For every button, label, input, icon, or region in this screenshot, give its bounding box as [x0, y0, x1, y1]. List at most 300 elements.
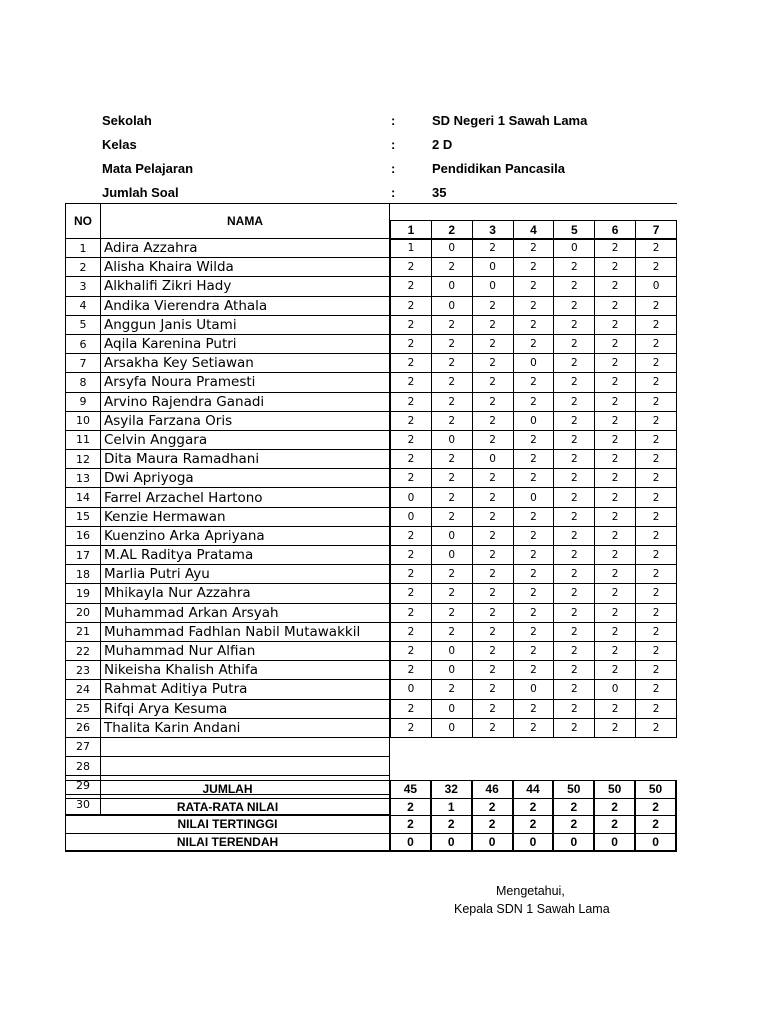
score-cell: 2 — [472, 680, 513, 699]
student-name: Rifqi Arya Kesuma — [101, 699, 390, 718]
score-cell: 2 — [513, 718, 554, 737]
score-cell: 2 — [636, 699, 677, 718]
row-number: 21 — [66, 622, 101, 641]
summary-value: 46 — [472, 781, 513, 799]
header-colon: : — [391, 113, 396, 128]
table-row — [66, 603, 390, 622]
score-row — [391, 526, 677, 545]
score-cell: 2 — [595, 258, 636, 277]
score-cell: 0 — [431, 661, 472, 680]
score-cell: 2 — [595, 411, 636, 430]
header-value-sekolah: SD Negeri 1 Sawah Lama — [432, 113, 588, 128]
row-number: 27 — [66, 737, 101, 756]
row-number: 14 — [66, 488, 101, 507]
student-name: Rahmat Aditiya Putra — [101, 680, 390, 699]
summary-label: NILAI TERENDAH — [66, 833, 391, 851]
header-value-jumlah-soal: 35 — [432, 185, 447, 200]
score-cell: 2 — [431, 469, 472, 488]
student-name: Andika Vierendra Athala — [101, 296, 390, 315]
score-row — [391, 699, 677, 718]
student-table — [65, 238, 390, 815]
score-cell: 2 — [513, 373, 554, 392]
score-cell: 0 — [431, 546, 472, 565]
score-cell: 2 — [636, 718, 677, 737]
table-row — [66, 334, 390, 353]
row-number: 6 — [66, 334, 101, 353]
score-cell: 0 — [513, 680, 554, 699]
score-cell: 2 — [431, 680, 472, 699]
score-row — [391, 258, 677, 277]
score-cell: 2 — [391, 641, 432, 660]
student-name: Asyila Farzana Oris — [101, 411, 390, 430]
score-row — [391, 584, 677, 603]
table-row — [66, 315, 390, 334]
table-row — [66, 622, 390, 641]
score-cell: 2 — [472, 315, 513, 334]
score-cell: 2 — [636, 488, 677, 507]
score-cell: 2 — [554, 277, 595, 296]
score-cell: 2 — [595, 661, 636, 680]
score-cell: 2 — [636, 354, 677, 373]
student-name: Dita Maura Ramadhani — [101, 450, 390, 469]
table-row — [66, 354, 390, 373]
score-cell: 2 — [595, 450, 636, 469]
student-name: Arsakha Key Setiawan — [101, 354, 390, 373]
student-name: Aqila Karenina Putri — [101, 334, 390, 353]
score-cell: 2 — [513, 334, 554, 353]
row-number: 12 — [66, 450, 101, 469]
score-cell: 2 — [595, 546, 636, 565]
table-row — [66, 680, 390, 699]
summary-value: 0 — [553, 833, 594, 851]
row-number: 10 — [66, 411, 101, 430]
score-cell: 2 — [391, 565, 432, 584]
table-row — [66, 757, 390, 776]
score-cell: 2 — [554, 546, 595, 565]
summary-row — [66, 798, 677, 816]
score-cell: 2 — [472, 430, 513, 449]
student-name: Alkhalifi Zikri Hady — [101, 277, 390, 296]
score-cell: 2 — [554, 680, 595, 699]
score-row — [391, 430, 677, 449]
score-cell: 2 — [554, 315, 595, 334]
table-row — [66, 296, 390, 315]
row-number: 11 — [66, 430, 101, 449]
score-cell: 2 — [554, 450, 595, 469]
score-cell: 2 — [554, 641, 595, 660]
summary-row — [66, 781, 677, 799]
score-cell: 2 — [472, 718, 513, 737]
score-cell: 2 — [391, 603, 432, 622]
student-name: Arvino Rajendra Ganadi — [101, 392, 390, 411]
row-number: 9 — [66, 392, 101, 411]
score-cell: 2 — [636, 315, 677, 334]
summary-value: 2 — [431, 816, 472, 834]
score-cell: 2 — [391, 469, 432, 488]
score-row — [391, 373, 677, 392]
score-cell: 2 — [513, 603, 554, 622]
summary-row — [66, 833, 677, 851]
score-cell: 0 — [513, 354, 554, 373]
table-row — [66, 411, 390, 430]
score-cell: 2 — [431, 258, 472, 277]
score-cell: 2 — [431, 411, 472, 430]
row-number: 30 — [66, 795, 101, 814]
score-cell: 2 — [431, 603, 472, 622]
score-row — [391, 603, 677, 622]
row-number: 20 — [66, 603, 101, 622]
summary-value: 2 — [594, 816, 635, 834]
summary-value: 45 — [390, 781, 431, 799]
summary-table — [65, 780, 677, 852]
score-cell: 2 — [391, 315, 432, 334]
score-cell: 2 — [554, 430, 595, 449]
score-cell: 2 — [472, 584, 513, 603]
row-number: 15 — [66, 507, 101, 526]
table-row — [66, 277, 390, 296]
score-cell: 1 — [391, 239, 432, 258]
row-number: 16 — [66, 526, 101, 545]
score-cell: 2 — [554, 392, 595, 411]
row-number: 2 — [66, 258, 101, 277]
score-cell: 2 — [472, 622, 513, 641]
score-cell: 2 — [595, 469, 636, 488]
score-cell: 2 — [554, 699, 595, 718]
header-colon: : — [391, 185, 396, 200]
summary-value: 2 — [594, 798, 635, 816]
score-cell: 2 — [636, 546, 677, 565]
score-cell: 2 — [554, 334, 595, 353]
score-cell: 2 — [636, 641, 677, 660]
score-row — [391, 315, 677, 334]
summary-label: JUMLAH — [66, 781, 391, 799]
score-row — [391, 546, 677, 565]
table-row — [66, 699, 390, 718]
score-cell: 2 — [472, 411, 513, 430]
score-cell: 2 — [391, 546, 432, 565]
signature-acknowledged: Mengetahui, — [496, 884, 565, 898]
score-cell: 2 — [513, 661, 554, 680]
header-colon: : — [391, 137, 396, 152]
score-cell: 2 — [513, 526, 554, 545]
student-name: Muhammad Nur Alfian — [101, 641, 390, 660]
score-cell: 2 — [391, 411, 432, 430]
score-cell: 2 — [636, 296, 677, 315]
summary-value: 0 — [390, 833, 431, 851]
score-cell: 2 — [636, 392, 677, 411]
score-cell: 2 — [391, 373, 432, 392]
score-cell: 2 — [391, 258, 432, 277]
table-row — [66, 718, 390, 737]
score-cell: 2 — [636, 430, 677, 449]
summary-value: 2 — [472, 798, 513, 816]
question-number: 4 — [513, 221, 554, 240]
score-cell: 0 — [431, 526, 472, 545]
score-row — [391, 411, 677, 430]
score-cell: 2 — [636, 411, 677, 430]
score-cell: 2 — [554, 354, 595, 373]
score-cell: 2 — [431, 450, 472, 469]
score-cell: 2 — [431, 373, 472, 392]
table-row — [66, 565, 390, 584]
score-cell: 0 — [391, 507, 432, 526]
score-cell: 2 — [595, 718, 636, 737]
score-cell: 2 — [595, 641, 636, 660]
score-cell: 2 — [554, 296, 595, 315]
score-cell: 2 — [595, 622, 636, 641]
header-value-kelas: 2 D — [432, 137, 453, 152]
score-row — [391, 622, 677, 641]
score-cell: 2 — [636, 239, 677, 258]
score-cell: 2 — [513, 450, 554, 469]
score-cell: 2 — [431, 584, 472, 603]
score-cell: 2 — [595, 277, 636, 296]
score-cell: 2 — [513, 239, 554, 258]
score-cell: 2 — [636, 258, 677, 277]
score-cell: 2 — [554, 507, 595, 526]
row-number: 1 — [66, 239, 101, 258]
signature-title: Kepala SDN 1 Sawah Lama — [454, 902, 610, 916]
score-cell: 2 — [595, 239, 636, 258]
score-cell: 2 — [636, 507, 677, 526]
score-cell: 0 — [595, 680, 636, 699]
student-name: Nikeisha Khalish Athifa — [101, 661, 390, 680]
score-cell: 2 — [391, 334, 432, 353]
score-cell: 2 — [554, 373, 595, 392]
score-cell: 0 — [472, 450, 513, 469]
header-colon: : — [391, 161, 396, 176]
score-cell: 2 — [391, 718, 432, 737]
score-cell: 2 — [595, 315, 636, 334]
score-cell: 2 — [472, 603, 513, 622]
score-cell: 0 — [391, 488, 432, 507]
score-cell: 2 — [513, 296, 554, 315]
score-cell: 2 — [595, 354, 636, 373]
summary-value: 2 — [472, 816, 513, 834]
score-cell: 2 — [636, 584, 677, 603]
score-cell: 2 — [513, 277, 554, 296]
score-cell: 2 — [554, 661, 595, 680]
student-name: Muhammad Fadhlan Nabil Mutawakkil — [101, 622, 390, 641]
row-number: 4 — [66, 296, 101, 315]
score-cell: 2 — [636, 334, 677, 353]
score-cell: 2 — [513, 430, 554, 449]
summary-value: 50 — [594, 781, 635, 799]
score-cell: 0 — [431, 718, 472, 737]
table-row — [66, 258, 390, 277]
score-cell: 2 — [472, 565, 513, 584]
score-cell: 0 — [513, 488, 554, 507]
row-number: 17 — [66, 546, 101, 565]
row-number: 22 — [66, 641, 101, 660]
table-row — [66, 584, 390, 603]
header-value-mata-pelajaran: Pendidikan Pancasila — [432, 161, 565, 176]
score-row — [391, 641, 677, 660]
summary-value: 50 — [553, 781, 594, 799]
score-row — [391, 354, 677, 373]
score-cell: 2 — [391, 526, 432, 545]
score-cell: 2 — [595, 584, 636, 603]
summary-value: 0 — [431, 833, 472, 851]
score-cell: 2 — [595, 430, 636, 449]
column-header-no: NO — [65, 203, 101, 239]
row-number: 3 — [66, 277, 101, 296]
score-cell: 2 — [391, 296, 432, 315]
summary-value: 0 — [635, 833, 676, 851]
score-cell: 2 — [431, 565, 472, 584]
summary-label: NILAI TERTINGGI — [66, 816, 391, 834]
student-name: Farrel Arzachel Hartono — [101, 488, 390, 507]
score-row — [391, 661, 677, 680]
row-number: 7 — [66, 354, 101, 373]
header-label-jumlah-soal: Jumlah Soal — [102, 185, 179, 200]
score-cell: 0 — [431, 277, 472, 296]
score-cell: 0 — [472, 277, 513, 296]
student-name: Thalita Karin Andani — [101, 718, 390, 737]
row-number: 28 — [66, 757, 101, 776]
score-cell: 2 — [554, 526, 595, 545]
score-cell: 2 — [513, 392, 554, 411]
score-cell: 2 — [391, 622, 432, 641]
score-cell: 2 — [595, 565, 636, 584]
table-row — [66, 526, 390, 545]
score-cell: 2 — [472, 488, 513, 507]
summary-value: 32 — [431, 781, 472, 799]
score-cell: 2 — [513, 565, 554, 584]
score-cell: 2 — [391, 277, 432, 296]
score-row — [391, 469, 677, 488]
score-cell: 2 — [636, 373, 677, 392]
question-number: 7 — [636, 221, 677, 240]
student-name: Kenzie Hermawan — [101, 507, 390, 526]
score-cell: 2 — [554, 258, 595, 277]
student-name: Adira Azzahra — [101, 239, 390, 258]
score-row — [391, 392, 677, 411]
score-cell: 2 — [472, 507, 513, 526]
student-name: Marlia Putri Ayu — [101, 565, 390, 584]
score-cell: 2 — [472, 392, 513, 411]
score-cell: 2 — [472, 699, 513, 718]
score-cell: 2 — [513, 584, 554, 603]
student-name: Kuenzino Arka Apriyana — [101, 526, 390, 545]
header-divider — [390, 203, 677, 204]
row-number: 25 — [66, 699, 101, 718]
header-label-mata-pelajaran: Mata Pelajaran — [102, 161, 194, 176]
score-cell: 0 — [431, 296, 472, 315]
summary-value: 0 — [594, 833, 635, 851]
table-row — [66, 737, 390, 756]
score-cell: 0 — [636, 277, 677, 296]
score-cell: 2 — [472, 296, 513, 315]
score-cell: 2 — [554, 411, 595, 430]
summary-value: 2 — [513, 816, 554, 834]
table-row — [66, 661, 390, 680]
row-number: 5 — [66, 315, 101, 334]
score-row — [391, 680, 677, 699]
question-number: 6 — [595, 221, 636, 240]
summary-value: 2 — [513, 798, 554, 816]
row-number: 26 — [66, 718, 101, 737]
score-cell: 2 — [431, 507, 472, 526]
table-row — [66, 469, 390, 488]
table-row — [66, 392, 390, 411]
score-cell: 2 — [513, 641, 554, 660]
score-cell: 2 — [595, 373, 636, 392]
header-label-sekolah: Sekolah — [102, 113, 152, 128]
question-number: 2 — [431, 221, 472, 240]
score-cell: 2 — [472, 354, 513, 373]
score-row — [391, 277, 677, 296]
score-table — [390, 238, 677, 738]
score-row — [391, 334, 677, 353]
score-row — [391, 507, 677, 526]
score-cell: 2 — [636, 469, 677, 488]
score-cell: 2 — [431, 315, 472, 334]
column-header-nama: NAMA — [100, 203, 390, 239]
score-cell: 2 — [554, 584, 595, 603]
summary-value: 44 — [513, 781, 554, 799]
score-cell: 0 — [431, 430, 472, 449]
score-cell: 2 — [595, 334, 636, 353]
summary-row — [66, 816, 677, 834]
score-cell: 2 — [595, 507, 636, 526]
score-cell: 2 — [391, 584, 432, 603]
score-cell: 2 — [595, 603, 636, 622]
score-cell: 2 — [513, 469, 554, 488]
score-row — [391, 296, 677, 315]
score-cell: 0 — [391, 680, 432, 699]
score-cell: 2 — [391, 699, 432, 718]
score-cell: 2 — [636, 622, 677, 641]
row-number: 13 — [66, 469, 101, 488]
score-row — [391, 565, 677, 584]
student-name: Celvin Anggara — [101, 430, 390, 449]
question-number: 3 — [472, 221, 513, 240]
row-number: 18 — [66, 565, 101, 584]
score-cell: 2 — [431, 334, 472, 353]
row-number: 8 — [66, 373, 101, 392]
summary-value: 2 — [390, 798, 431, 816]
student-name — [101, 757, 390, 776]
table-row — [66, 507, 390, 526]
row-number: 29 — [66, 776, 101, 795]
score-cell: 2 — [554, 603, 595, 622]
row-number: 19 — [66, 584, 101, 603]
score-cell: 0 — [472, 258, 513, 277]
row-number: 24 — [66, 680, 101, 699]
score-cell: 2 — [513, 507, 554, 526]
score-cell: 2 — [554, 718, 595, 737]
score-cell: 2 — [431, 354, 472, 373]
score-cell: 2 — [513, 699, 554, 718]
score-row — [391, 488, 677, 507]
score-row — [391, 718, 677, 737]
question-number-row — [390, 220, 677, 240]
score-cell: 0 — [431, 641, 472, 660]
score-cell: 2 — [595, 296, 636, 315]
student-name: Muhammad Arkan Arsyah — [101, 603, 390, 622]
score-cell: 2 — [636, 565, 677, 584]
score-cell: 2 — [391, 392, 432, 411]
table-row — [66, 373, 390, 392]
score-cell: 2 — [472, 373, 513, 392]
score-cell: 2 — [391, 354, 432, 373]
summary-value: 2 — [635, 816, 676, 834]
question-number: 5 — [554, 221, 595, 240]
score-cell: 0 — [554, 239, 595, 258]
score-cell: 2 — [513, 622, 554, 641]
score-cell: 2 — [391, 430, 432, 449]
